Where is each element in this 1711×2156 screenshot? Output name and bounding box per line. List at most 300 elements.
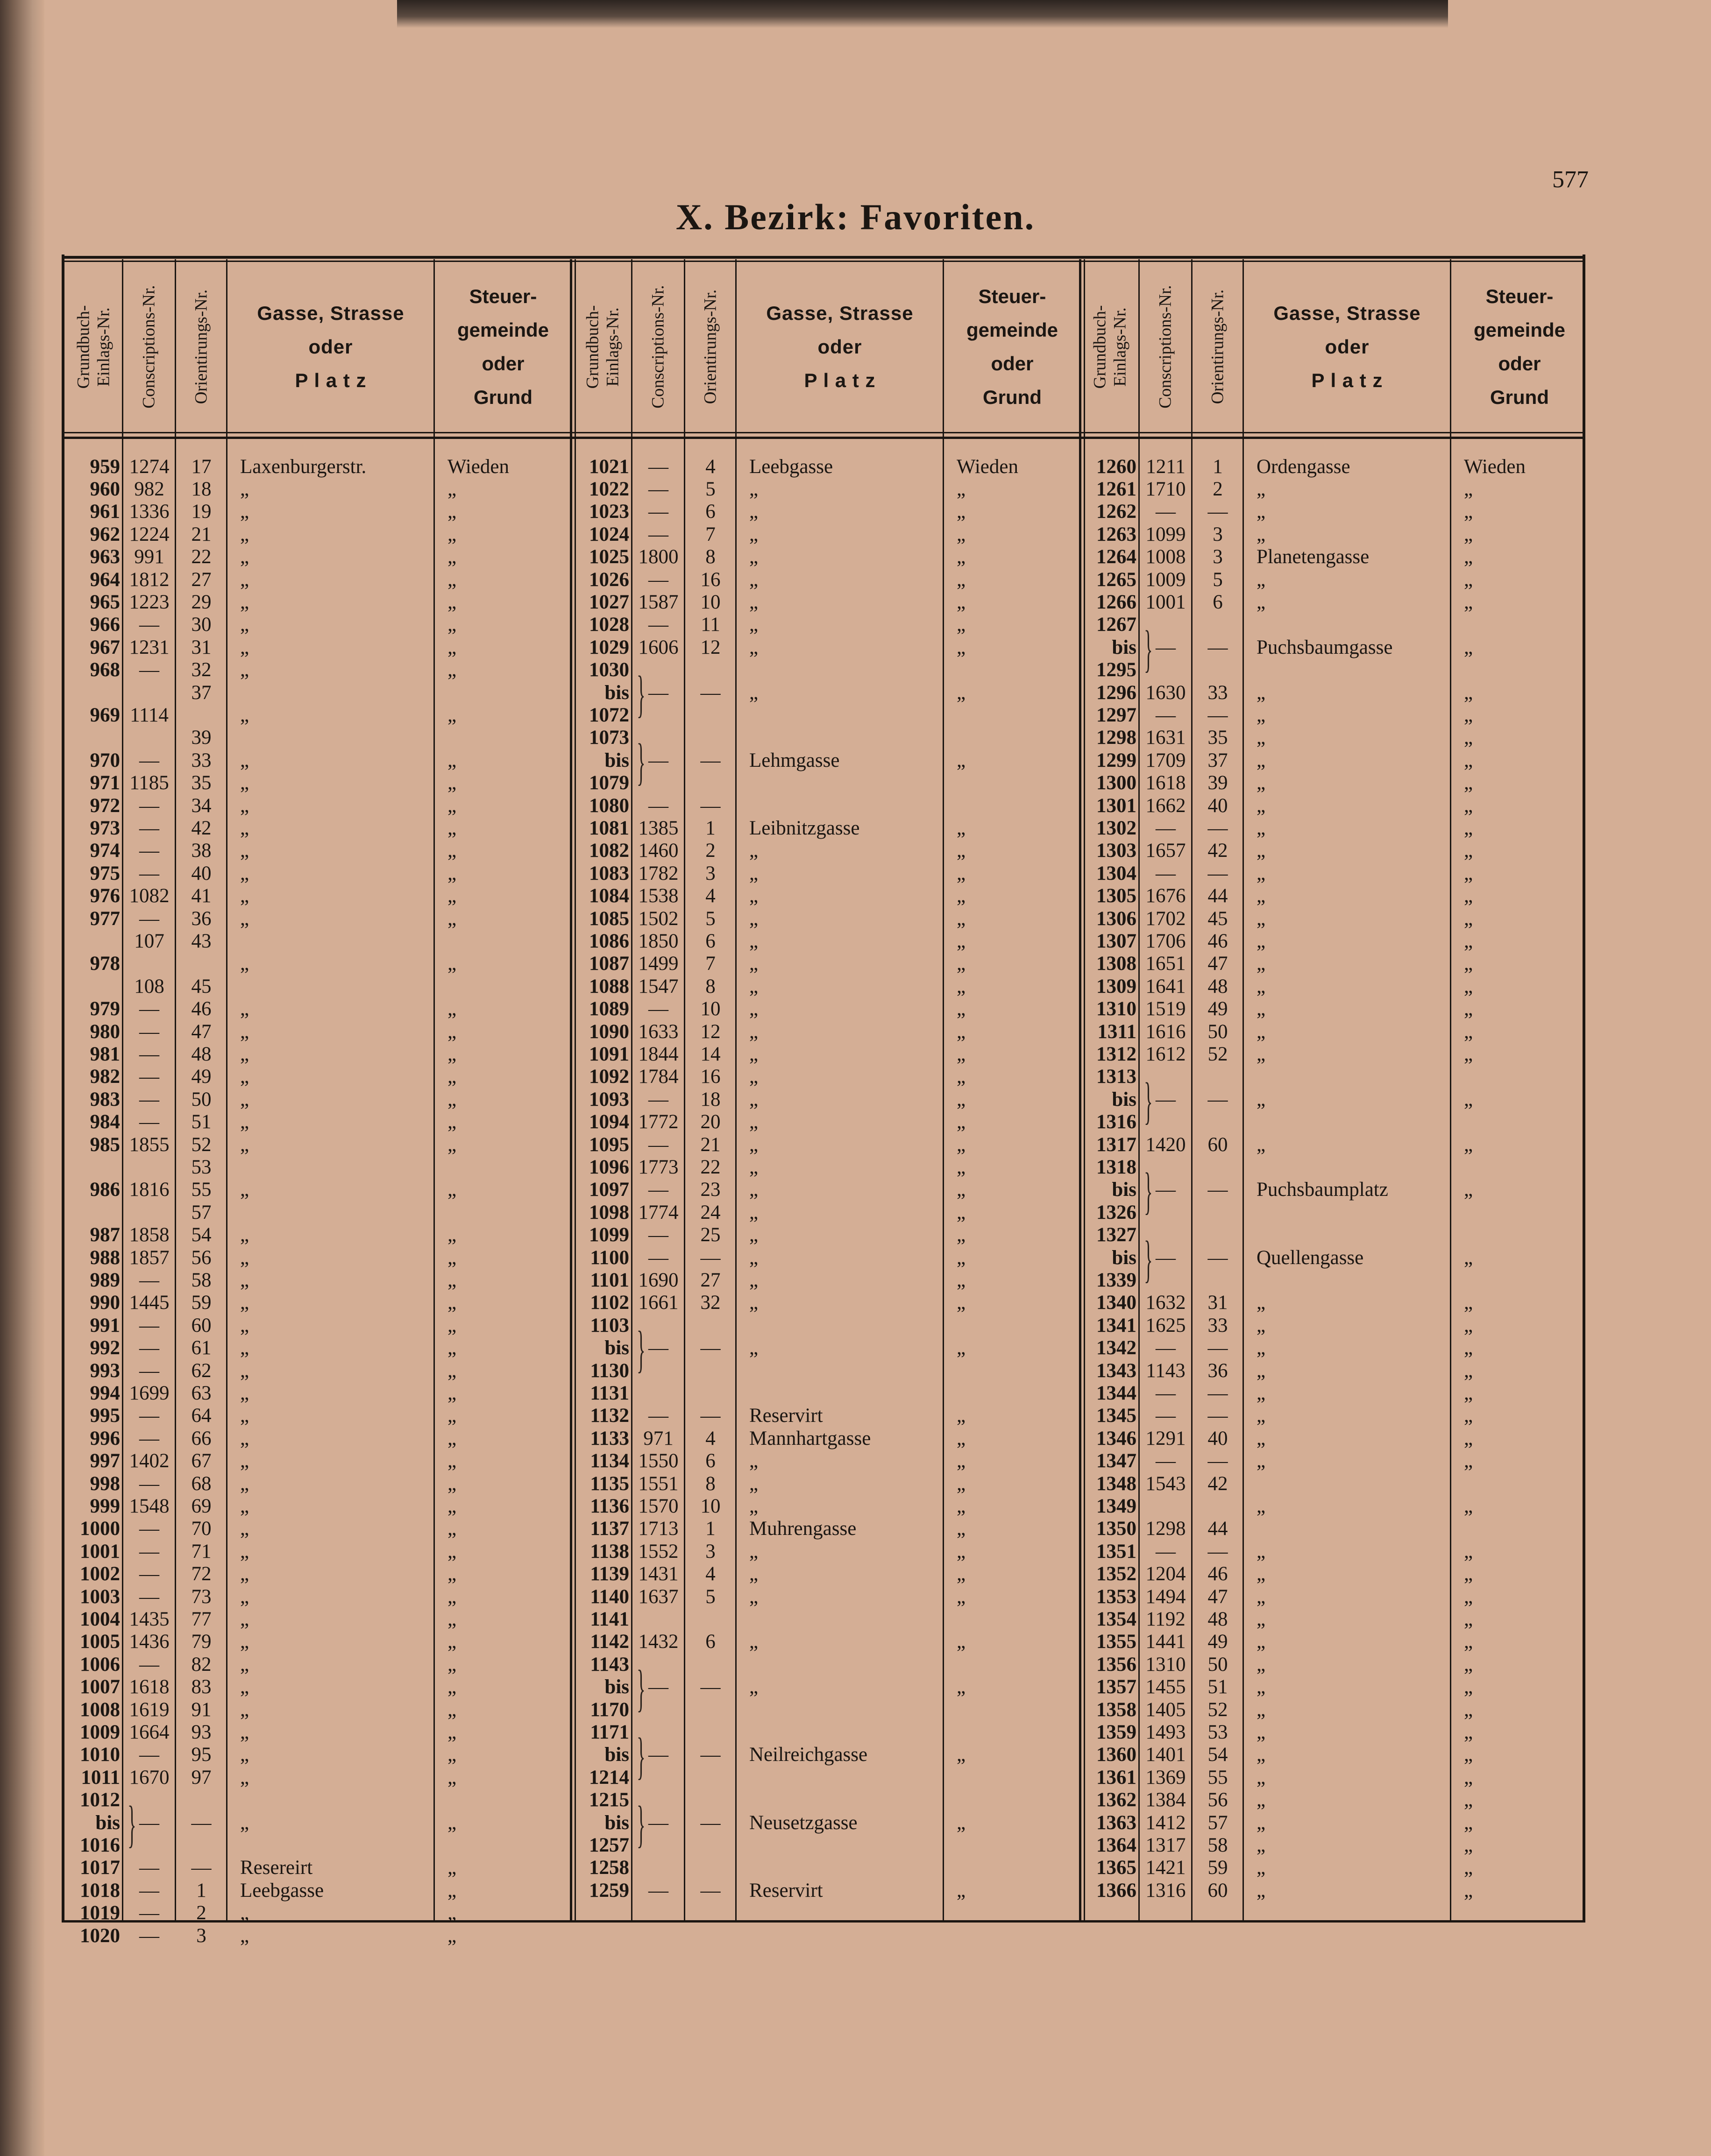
conscriptions-nr-cell: — xyxy=(139,1020,159,1043)
steuergemeinde-cell: „ xyxy=(447,840,457,862)
grundbuch-nr-cell: 1296 xyxy=(1096,681,1136,704)
steuergemeinde-cell: „ xyxy=(1464,546,1473,568)
orientirungs-nr-cell: 51 xyxy=(191,1111,212,1133)
table-row xyxy=(1081,862,1588,884)
header-conscriptions-nr-label: Conscriptions-Nr. xyxy=(140,285,159,409)
orientirungs-nr-cell: 5 xyxy=(705,1585,716,1608)
steuergemeinde-cell: „ xyxy=(447,1405,457,1427)
table-row xyxy=(1081,1766,1588,1788)
conscriptions-nr-cell: 1670 xyxy=(129,1766,170,1788)
grundbuch-nr-cell: 1310 xyxy=(1096,998,1136,1020)
grundbuch-nr-cell: 1102 xyxy=(590,1292,629,1314)
orientirungs-nr-cell: 37 xyxy=(1207,749,1228,771)
orientirungs-nr-cell: — xyxy=(1207,817,1228,839)
table-row xyxy=(64,1857,572,1879)
conscriptions-nr-cell: 1431 xyxy=(638,1563,679,1585)
table-row xyxy=(1081,749,1588,771)
table-row xyxy=(574,455,1081,478)
table-row xyxy=(64,704,572,726)
grundbuch-nr-cell: bis xyxy=(95,1811,120,1834)
table-row xyxy=(64,749,572,771)
steuergemeinde-cell: „ xyxy=(957,749,966,771)
gasse-strasse-cell: „ xyxy=(1257,1811,1266,1834)
orientirungs-nr-cell: 59 xyxy=(1207,1857,1228,1879)
grundbuch-nr-cell: 980 xyxy=(90,1020,120,1043)
conscriptions-nr-cell: — xyxy=(1156,1337,1176,1359)
conscriptions-nr-cell: 1816 xyxy=(129,1179,170,1201)
table-row xyxy=(1081,840,1588,862)
conscriptions-nr-cell: 1099 xyxy=(1145,523,1186,545)
gasse-strasse-cell: „ xyxy=(749,1337,759,1359)
conscriptions-nr-cell: — xyxy=(139,749,159,771)
table-row xyxy=(574,1405,1081,1427)
steuergemeinde-cell: „ xyxy=(447,1653,457,1675)
table-row xyxy=(64,1879,572,1902)
gasse-strasse-cell: „ xyxy=(749,478,759,500)
steuergemeinde-cell: „ xyxy=(447,1450,457,1472)
steuergemeinde-cell: „ xyxy=(957,1631,966,1653)
grundbuch-nr-cell: 1025 xyxy=(589,546,629,568)
gasse-strasse-cell: „ xyxy=(240,1676,249,1698)
orientirungs-nr-cell: 3 xyxy=(705,862,716,884)
steuergemeinde-cell: „ xyxy=(447,1292,457,1314)
conscriptions-nr-cell: 1211 xyxy=(1146,455,1186,478)
orientirungs-nr-cell: 70 xyxy=(191,1518,212,1540)
header-grundbuch-nr-label: Grundbuch- Einlags-Nr. xyxy=(74,305,114,389)
table-row xyxy=(1081,1156,1588,1178)
conscriptions-nr-cell: 1570 xyxy=(638,1495,679,1517)
orientirungs-nr-cell: 46 xyxy=(191,998,212,1020)
orientirungs-nr-cell: 12 xyxy=(700,1020,721,1043)
orientirungs-nr-cell: 97 xyxy=(191,1766,212,1788)
table-row xyxy=(64,930,572,952)
table-row xyxy=(574,998,1081,1020)
gasse-strasse-cell: „ xyxy=(749,1246,759,1269)
steuergemeinde-cell: „ xyxy=(957,953,966,975)
grundbuch-nr-cell: bis xyxy=(1112,636,1136,658)
conscriptions-nr-cell: 1550 xyxy=(638,1450,679,1472)
grundbuch-nr-cell: 1099 xyxy=(589,1224,629,1246)
orientirungs-nr-cell: 3 xyxy=(1213,523,1223,545)
steuergemeinde-cell: „ xyxy=(447,591,457,613)
orientirungs-nr-cell: 23 xyxy=(700,1179,721,1201)
gasse-strasse-cell: „ xyxy=(240,817,249,839)
grundbuch-nr-cell: 991 xyxy=(90,1314,120,1336)
table-row xyxy=(1081,455,1588,478)
conscriptions-nr-cell: 1702 xyxy=(1145,907,1186,930)
grundbuch-nr-cell: 963 xyxy=(90,546,120,568)
conscriptions-nr-cell: 1551 xyxy=(638,1472,679,1495)
orientirungs-nr-cell: — xyxy=(700,1744,721,1766)
conscriptions-nr-cell: 1612 xyxy=(1145,1043,1186,1065)
range-brace: } xyxy=(637,733,646,790)
conscriptions-nr-cell: 1001 xyxy=(1145,591,1186,613)
grundbuch-nr-cell: 1351 xyxy=(1096,1540,1136,1562)
conscriptions-nr-cell: — xyxy=(1156,1246,1176,1269)
gasse-strasse-cell: „ xyxy=(240,1359,249,1382)
table-row xyxy=(574,1133,1081,1156)
steuergemeinde-cell: „ xyxy=(447,885,457,907)
steuergemeinde-cell: „ xyxy=(1464,1314,1473,1336)
steuergemeinde-cell: „ xyxy=(957,1246,966,1269)
conscriptions-nr-cell: 1858 xyxy=(129,1224,170,1246)
table-row xyxy=(574,523,1081,545)
steuergemeinde-cell: „ xyxy=(447,1518,457,1540)
table-row xyxy=(574,749,1081,771)
table-row xyxy=(1081,1224,1588,1246)
table-row xyxy=(1081,930,1588,952)
book-gutter xyxy=(0,0,44,2156)
orientirungs-nr-cell: 6 xyxy=(1213,591,1223,613)
orientirungs-nr-cell: — xyxy=(1207,1450,1228,1472)
table-row xyxy=(1081,501,1588,523)
steuergemeinde-cell: „ xyxy=(447,1540,457,1562)
grundbuch-nr-cell: 969 xyxy=(90,704,120,726)
steuergemeinde-cell: „ xyxy=(1464,1585,1473,1608)
grundbuch-nr-cell: 1309 xyxy=(1096,975,1136,997)
gasse-strasse-cell: „ xyxy=(1257,907,1266,930)
gasse-strasse-cell: „ xyxy=(240,1766,249,1788)
table-row xyxy=(1081,681,1588,704)
steuergemeinde-cell: „ xyxy=(447,772,457,794)
table-row xyxy=(574,704,1081,726)
conscriptions-nr-cell: 1630 xyxy=(1145,681,1186,704)
grundbuch-nr-cell: 986 xyxy=(90,1179,120,1201)
steuergemeinde-cell: „ xyxy=(1464,930,1473,952)
steuergemeinde-cell: „ xyxy=(957,1111,966,1133)
gasse-strasse-cell: „ xyxy=(240,1224,249,1246)
header-steuergemeinde xyxy=(1451,262,1588,432)
orientirungs-nr-cell: — xyxy=(1207,1382,1228,1404)
steuergemeinde-cell: „ xyxy=(1464,727,1473,749)
table-row xyxy=(574,546,1081,568)
orientirungs-nr-cell: — xyxy=(700,1811,721,1834)
table-row xyxy=(64,614,572,636)
grundbuch-nr-cell: 1307 xyxy=(1096,930,1136,952)
orientirungs-nr-cell: 1 xyxy=(705,1518,716,1540)
steuergemeinde-cell: „ xyxy=(1464,591,1473,613)
steuergemeinde-cell: „ xyxy=(447,907,457,930)
table-row xyxy=(1081,1744,1588,1766)
gasse-strasse-cell: „ xyxy=(749,975,759,997)
orientirungs-nr-cell: 55 xyxy=(1207,1766,1228,1788)
gasse-strasse-cell: Planetengasse xyxy=(1257,546,1370,568)
orientirungs-nr-cell: — xyxy=(1207,704,1228,726)
conscriptions-nr-cell: 1204 xyxy=(1145,1563,1186,1585)
table-row xyxy=(1081,704,1588,726)
gasse-strasse-cell: „ xyxy=(240,862,249,884)
grundbuch-nr-cell: 1364 xyxy=(1096,1834,1136,1856)
gasse-strasse-cell: „ xyxy=(1257,681,1266,704)
table-row xyxy=(1081,568,1588,591)
header-steuergemeinde-label: Steuer- gemeinde oder Grund xyxy=(966,285,1058,408)
orientirungs-nr-cell: 1 xyxy=(705,817,716,839)
orientirungs-nr-cell: 52 xyxy=(1207,1043,1228,1065)
orientirungs-nr-cell: — xyxy=(191,1811,212,1834)
table-row xyxy=(64,1540,572,1562)
steuergemeinde-cell: „ xyxy=(447,1269,457,1291)
orientirungs-nr-cell: 50 xyxy=(1207,1020,1228,1043)
gasse-strasse-cell: „ xyxy=(749,862,759,884)
orientirungs-nr-cell: 2 xyxy=(196,1902,206,1924)
orientirungs-nr-cell: 10 xyxy=(700,591,721,613)
conscriptions-nr-cell: 1412 xyxy=(1145,1811,1186,1834)
table-row xyxy=(574,1676,1081,1698)
orientirungs-nr-cell: 53 xyxy=(1207,1721,1228,1743)
conscriptions-nr-cell: 1616 xyxy=(1145,1020,1186,1043)
table-row xyxy=(574,591,1081,613)
gasse-strasse-cell: „ xyxy=(1257,1427,1266,1449)
orientirungs-nr-cell: — xyxy=(700,1246,721,1269)
table-row xyxy=(64,1066,572,1088)
header-grundbuch-nr-label: Grundbuch- Einlags-Nr. xyxy=(1090,305,1130,389)
table-row xyxy=(64,1201,572,1223)
conscriptions-nr-cell: — xyxy=(1156,636,1176,658)
grundbuch-nr-cell: 1263 xyxy=(1096,523,1136,545)
conscriptions-nr-cell: — xyxy=(139,1359,159,1382)
gasse-strasse-cell: „ xyxy=(749,907,759,930)
orientirungs-nr-cell: 36 xyxy=(1207,1359,1228,1382)
table-row xyxy=(1081,1495,1588,1517)
conscriptions-nr-cell: 1548 xyxy=(129,1495,170,1517)
orientirungs-nr-cell: 37 xyxy=(191,681,212,704)
steuergemeinde-cell: „ xyxy=(1464,1495,1473,1517)
orientirungs-nr-cell: 2 xyxy=(705,840,716,862)
orientirungs-nr-cell: 44 xyxy=(1207,1518,1228,1540)
conscriptions-nr-cell: — xyxy=(648,794,668,817)
table-row xyxy=(574,794,1081,817)
orientirungs-nr-cell: 29 xyxy=(191,591,212,613)
grundbuch-nr-cell: 1341 xyxy=(1096,1314,1136,1336)
orientirungs-nr-cell: 60 xyxy=(191,1314,212,1336)
orientirungs-nr-cell: — xyxy=(700,681,721,704)
gasse-strasse-cell: „ xyxy=(240,907,249,930)
orientirungs-nr-cell: — xyxy=(1207,501,1228,523)
gasse-strasse-cell: „ xyxy=(1257,568,1266,591)
orientirungs-nr-cell: 3 xyxy=(1213,546,1223,568)
grundbuch-nr-cell: 978 xyxy=(90,953,120,975)
steuergemeinde-cell: „ xyxy=(447,1246,457,1269)
table-row xyxy=(1081,1066,1588,1088)
conscriptions-nr-cell: 1800 xyxy=(638,546,679,568)
table-row xyxy=(1081,1563,1588,1585)
conscriptions-nr-cell: — xyxy=(139,840,159,862)
conscriptions-nr-cell: 1713 xyxy=(638,1518,679,1540)
orientirungs-nr-cell: 95 xyxy=(191,1744,212,1766)
steuergemeinde-cell: „ xyxy=(1464,1631,1473,1653)
table-row xyxy=(1081,1631,1588,1653)
conscriptions-nr-cell: — xyxy=(648,1405,668,1427)
table-row xyxy=(574,1043,1081,1065)
grundbuch-nr-cell: 1308 xyxy=(1096,953,1136,975)
conscriptions-nr-cell: — xyxy=(648,523,668,545)
steuergemeinde-cell: „ xyxy=(447,546,457,568)
orientirungs-nr-cell: 6 xyxy=(705,930,716,952)
table-row xyxy=(64,1246,572,1269)
gasse-strasse-cell: „ xyxy=(749,1224,759,1246)
table-row xyxy=(64,1179,572,1201)
table-row xyxy=(64,591,572,613)
table-row xyxy=(574,1359,1081,1382)
conscriptions-nr-cell: 1784 xyxy=(638,1066,679,1088)
table-row xyxy=(1081,659,1588,681)
grundbuch-nr-cell: 1012 xyxy=(80,1789,120,1811)
gasse-strasse-cell: „ xyxy=(1257,1405,1266,1427)
table-row xyxy=(1081,1179,1588,1201)
steuergemeinde-cell: „ xyxy=(447,1857,457,1879)
grundbuch-nr-cell: 1266 xyxy=(1096,591,1136,613)
steuergemeinde-cell: „ xyxy=(957,1518,966,1540)
orientirungs-nr-cell: 22 xyxy=(191,546,212,568)
steuergemeinde-cell: „ xyxy=(957,1585,966,1608)
table-row xyxy=(64,1269,572,1291)
steuergemeinde-cell: „ xyxy=(957,591,966,613)
grundbuch-nr-cell: 1260 xyxy=(1096,455,1136,478)
gasse-strasse-cell: „ xyxy=(749,953,759,975)
steuergemeinde-cell: „ xyxy=(447,1924,457,1947)
steuergemeinde-cell: „ xyxy=(1464,1744,1473,1766)
steuergemeinde-cell: „ xyxy=(1464,704,1473,726)
table-row xyxy=(64,636,572,658)
table-row xyxy=(574,930,1081,952)
grundbuch-nr-cell: 1007 xyxy=(80,1676,120,1698)
conscriptions-nr-cell: 1402 xyxy=(129,1450,170,1472)
grundbuch-nr-cell: 1306 xyxy=(1096,907,1136,930)
steuergemeinde-cell: „ xyxy=(1464,1246,1473,1269)
conscriptions-nr-cell: — xyxy=(139,1563,159,1585)
grundbuch-nr-cell: bis xyxy=(604,1744,629,1766)
conscriptions-nr-cell: 1502 xyxy=(638,907,679,930)
grundbuch-nr-cell: 1003 xyxy=(80,1585,120,1608)
table-row xyxy=(574,953,1081,975)
orientirungs-nr-cell: 91 xyxy=(191,1698,212,1721)
steuergemeinde-cell: „ xyxy=(957,1676,966,1698)
grundbuch-nr-cell: 1295 xyxy=(1096,659,1136,681)
table-row xyxy=(574,1789,1081,1811)
conscriptions-nr-cell: — xyxy=(648,749,668,771)
conscriptions-nr-cell: 1082 xyxy=(129,885,170,907)
gasse-strasse-cell: „ xyxy=(1257,501,1266,523)
grundbuch-nr-cell: 1313 xyxy=(1096,1066,1136,1088)
conscriptions-nr-cell: 1143 xyxy=(1146,1359,1186,1382)
conscriptions-nr-cell: 991 xyxy=(134,546,164,568)
table-row xyxy=(574,1631,1081,1653)
steuergemeinde-cell: „ xyxy=(447,1111,457,1133)
steuergemeinde-cell: „ xyxy=(447,1563,457,1585)
gasse-strasse-cell: „ xyxy=(1257,1020,1266,1043)
orientirungs-nr-cell: 4 xyxy=(705,1427,716,1449)
grundbuch-nr-cell: 1011 xyxy=(81,1766,120,1788)
header-gasse-strasse xyxy=(227,262,434,432)
steuergemeinde-cell: „ xyxy=(1464,1359,1473,1382)
range-brace: } xyxy=(1144,1072,1153,1129)
gasse-strasse-cell: Laxenburgerstr. xyxy=(240,455,367,478)
table-row xyxy=(574,568,1081,591)
conscriptions-nr-cell: 1773 xyxy=(638,1156,679,1178)
table-row xyxy=(1081,1518,1588,1540)
orientirungs-nr-cell: 3 xyxy=(196,1924,206,1947)
gasse-strasse-cell: „ xyxy=(240,749,249,771)
orientirungs-nr-cell: 83 xyxy=(191,1676,212,1698)
gasse-strasse-cell: „ xyxy=(240,1043,249,1065)
table-row xyxy=(64,1563,572,1585)
grundbuch-nr-cell: 1073 xyxy=(589,727,629,749)
conscriptions-nr-cell: 1606 xyxy=(638,636,679,658)
conscriptions-nr-cell: 1844 xyxy=(638,1043,679,1065)
gasse-strasse-cell: „ xyxy=(1257,1382,1266,1404)
header-orientirungs-nr-label: Orientirungs-Nr. xyxy=(192,289,211,404)
conscriptions-nr-cell: — xyxy=(648,998,668,1020)
table-row xyxy=(574,1766,1081,1788)
table-row xyxy=(574,1066,1081,1088)
grundbuch-nr-cell: 967 xyxy=(90,636,120,658)
orientirungs-nr-cell: — xyxy=(700,1337,721,1359)
gasse-strasse-cell: „ xyxy=(240,794,249,817)
gasse-strasse-cell: „ xyxy=(240,1924,249,1947)
grundbuch-nr-cell: 1312 xyxy=(1096,1043,1136,1065)
gasse-strasse-cell: Lehmgasse xyxy=(749,749,840,771)
conscriptions-nr-cell: 1435 xyxy=(129,1608,170,1630)
page-number: 577 xyxy=(1552,166,1589,193)
gasse-strasse-cell: „ xyxy=(240,659,249,681)
table-row xyxy=(64,1495,572,1517)
steuergemeinde-cell: „ xyxy=(447,1631,457,1653)
table-row xyxy=(64,840,572,862)
grundbuch-nr-cell: 993 xyxy=(90,1359,120,1382)
table-row xyxy=(1081,1540,1588,1562)
gasse-strasse-cell: „ xyxy=(1257,1540,1266,1562)
steuergemeinde-cell: „ xyxy=(447,478,457,500)
gasse-strasse-cell: „ xyxy=(240,478,249,500)
steuergemeinde-cell: „ xyxy=(447,1088,457,1110)
conscriptions-nr-cell: 1657 xyxy=(1145,840,1186,862)
table-row xyxy=(574,1495,1081,1517)
steuergemeinde-cell: „ xyxy=(447,636,457,658)
gasse-strasse-cell: „ xyxy=(1257,1676,1266,1698)
table-row xyxy=(1081,478,1588,500)
orientirungs-nr-cell: 38 xyxy=(191,840,212,862)
grundbuch-nr-cell: 1340 xyxy=(1096,1292,1136,1314)
steuergemeinde-cell: „ xyxy=(957,614,966,636)
conscriptions-nr-cell: 1661 xyxy=(638,1292,679,1314)
table-row xyxy=(64,1382,572,1404)
grundbuch-nr-cell: 995 xyxy=(90,1405,120,1427)
conscriptions-nr-cell: — xyxy=(139,1088,159,1110)
table-row xyxy=(64,1902,572,1924)
gasse-strasse-cell: „ xyxy=(240,1653,249,1675)
conscriptions-nr-cell: — xyxy=(139,1540,159,1562)
gasse-strasse-cell: Puchsbaumplatz xyxy=(1257,1179,1388,1201)
orientirungs-nr-cell: 55 xyxy=(191,1179,212,1201)
table-row xyxy=(574,1518,1081,1540)
conscriptions-nr-cell: 1385 xyxy=(638,817,679,839)
gasse-strasse-cell: „ xyxy=(1257,1359,1266,1382)
grundbuch-nr-cell: 1016 xyxy=(80,1834,120,1856)
gasse-strasse-cell: „ xyxy=(1257,930,1266,952)
conscriptions-nr-cell: 1850 xyxy=(638,930,679,952)
conscriptions-nr-cell: — xyxy=(648,1676,668,1698)
conscriptions-nr-cell: — xyxy=(139,1314,159,1336)
conscriptions-nr-cell: 1499 xyxy=(638,953,679,975)
grundbuch-nr-cell: 999 xyxy=(90,1495,120,1517)
steuergemeinde-cell: Wieden xyxy=(957,455,1018,478)
grundbuch-nr-cell: 960 xyxy=(90,478,120,500)
grundbuch-nr-cell: bis xyxy=(604,749,629,771)
gasse-strasse-cell: „ xyxy=(1257,1563,1266,1585)
steuergemeinde-cell: „ xyxy=(957,501,966,523)
gasse-strasse-cell: „ xyxy=(749,568,759,591)
conscriptions-nr-cell: — xyxy=(648,1744,668,1766)
